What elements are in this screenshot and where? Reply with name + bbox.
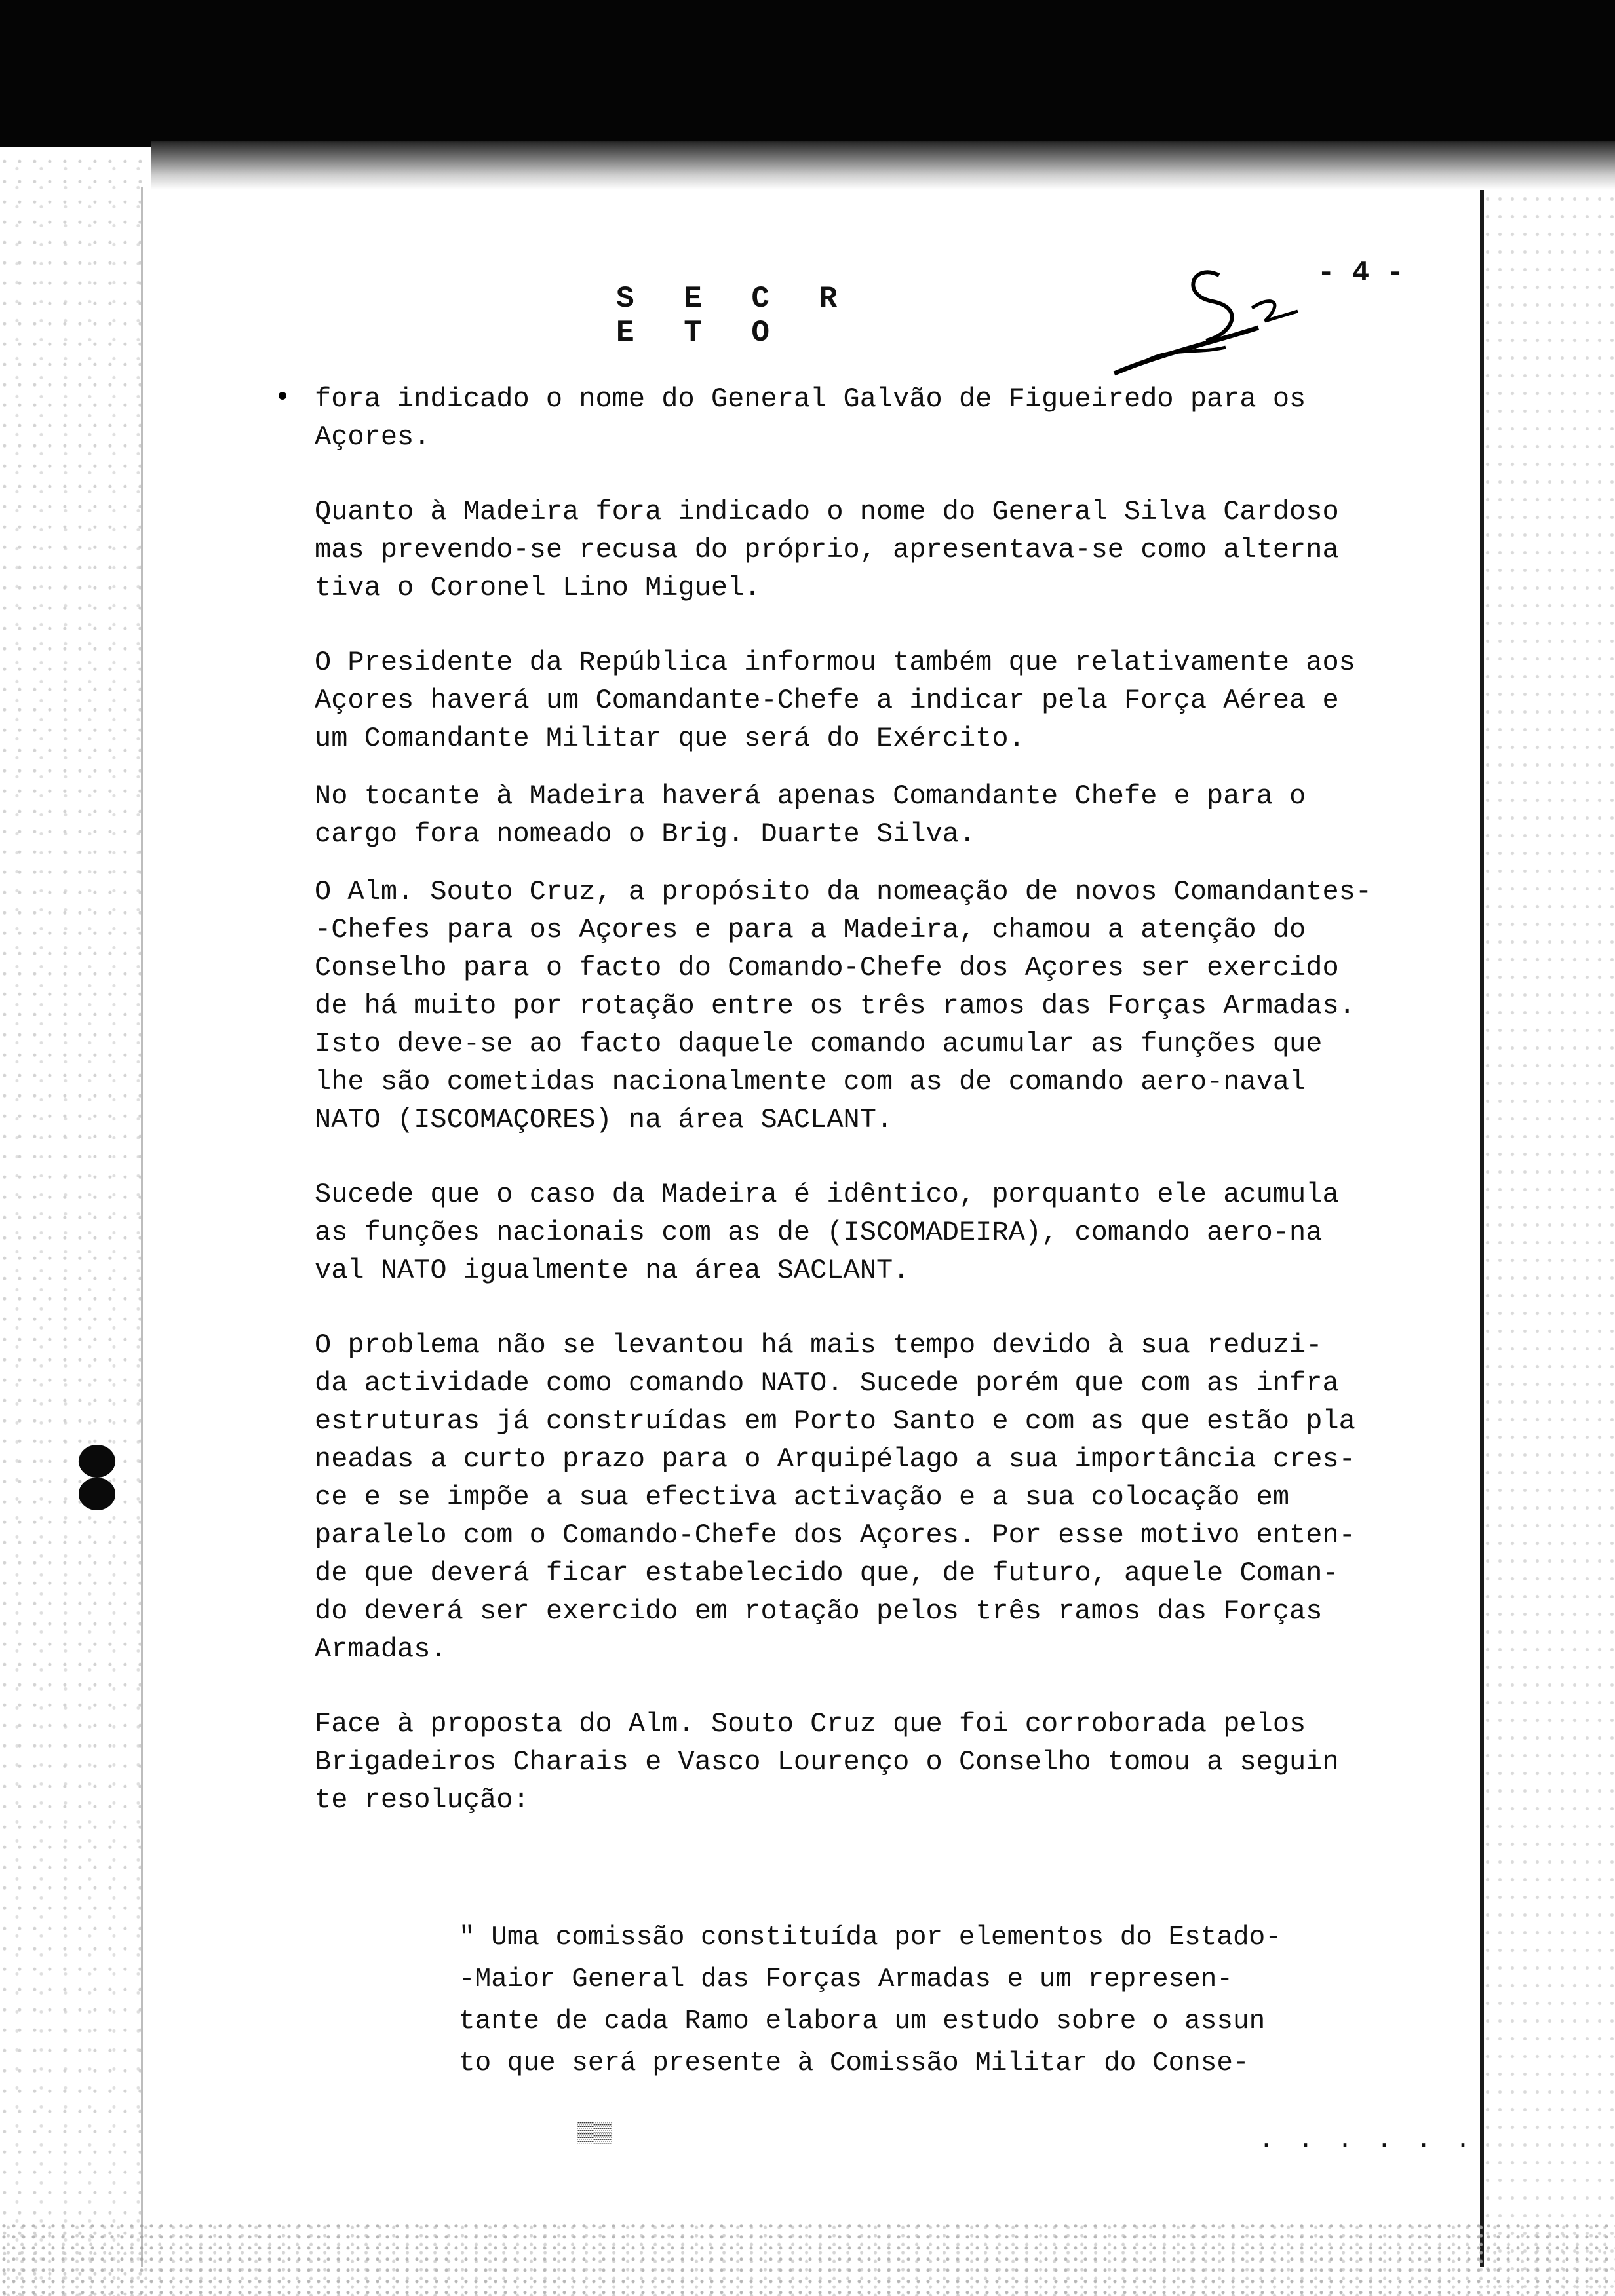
punch-hole-mark — [79, 1478, 115, 1510]
scan-top-edge-gradient — [151, 141, 1615, 190]
paragraph: O Presidente da República informou também que relativamente aos Açores haverá um Comandante-Chefe a indicar pela Força Aérea e um Comandante Militar que será do Exército. — [315, 647, 1355, 754]
punch-hole-mark — [79, 1445, 115, 1478]
paragraph: No tocante à Madeira haverá apenas Comandante Chefe e para o cargo fora nomeado o Brig. Duarte Silva. — [315, 780, 1306, 850]
document-body — [315, 380, 1390, 1856]
paragraph: O Alm. Souto Cruz, a propósito da nomeação de novos Comandantes- -Chefes para os Açores e para a Madeira, chamou a atenção do Conselho para o facto do Comando-Chefe dos Açores ser exercido de há muito por rotação entre os três ramos das Forças Armadas. Isto deve-se ao facto daquele comando acumular as funções que lhe são cometidas nacionalmente com as de comando aero-naval NATO (ISCOMAÇORES) na área SACLANT. — [315, 876, 1372, 1136]
paragraph: O problema não se levantou há mais tempo devido à sua reduzi- da actividade como comando NATO. Sucede porém que com as infra estruturas já construídas em Porto Santo e com as que estão pla neadas a curto prazo para o Arquipélago a sua importância cres- ce e se impõe a sua efectiva activação e a sua colocação em paralelo com o Comando-Chefe dos Açores. Por esse motivo enten- de que deverá ficar estabelecido que, de futuro, aquele Coman- do deverá ser exercido em rotação pelos três ramos das Forças Armadas. — [315, 1330, 1355, 1665]
paragraph: Quanto à Madeira fora indicado o nome do General Silva Cardoso mas prevendo-se recusa do próprio, apresentava-se como alterna tiva o Coronel Lino Miguel. — [315, 496, 1339, 603]
margin-dot — [279, 392, 286, 400]
scan-right-margin-noise — [1481, 190, 1615, 2296]
scan-top-dark-band — [0, 0, 1615, 147]
scan-stamp-mark: ▒▒▒ — [577, 2123, 613, 2145]
paragraph: fora indicado o nome do General Galvão de Figueiredo para os Açores. — [315, 383, 1306, 453]
resolution-quote: " Uma comissão constituída por elementos do Estado- -Maior General das Forças Armadas e um represen- tante de cada Ramo elabora um estudo sobre o assun to que será presente à Comissão Militar do Conse- — [459, 1923, 1281, 2078]
paragraph: Sucede que o caso da Madeira é idêntico, porquanto ele acumula as funções nacionais com as de (ISCOMADEIRA), comando aero-na val NATO igualmente na área SACLANT. — [315, 1179, 1339, 1286]
continuation-dots: . . . . . . — [1258, 2126, 1475, 2156]
scan-left-margin-noise — [0, 157, 151, 2296]
scan-bottom-noise — [0, 2221, 1615, 2296]
paragraph: Face à proposta do Alm. Souto Cruz que foi corroborada pelos Brigadeiros Charais e Vasco Lourenço o Conselho tomou a seguin te resolução: — [315, 1708, 1339, 1816]
page-number: - 4 - — [1317, 257, 1405, 290]
handwritten-initials — [1062, 249, 1363, 380]
classification-heading: S E C R E T O — [616, 282, 853, 350]
